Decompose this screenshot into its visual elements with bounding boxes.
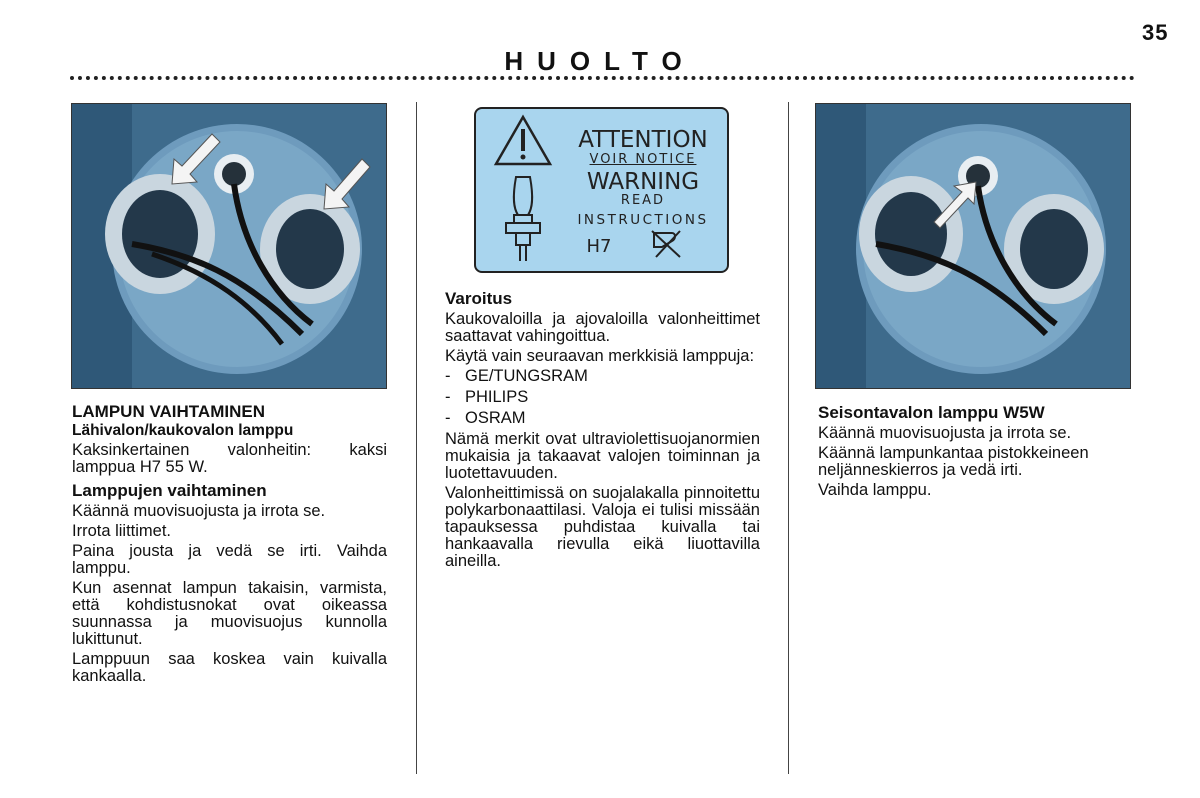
left-column: [72, 403, 387, 688]
list-item: - GE/TUNGSRAM: [445, 368, 760, 385]
paragraph: Kaksinkertainen valonheitin: kaksi lamppua H7 55 W.: [72, 441, 387, 476]
label-instructions: INSTRUCTIONS: [577, 212, 709, 228]
paragraph: Käytä vain seuraavan merkkisiä lamppuja:: [445, 347, 755, 365]
paragraph: Käännä muovisuojusta ja irrota se.: [818, 424, 1072, 442]
middle-column: [445, 290, 760, 573]
label-warning: WARNING: [586, 169, 700, 195]
crossed-hand-icon: [652, 231, 680, 257]
paragraph: Vaihda lamppu.: [818, 481, 932, 499]
label-read: READ: [620, 193, 666, 208]
section-heading: Varoitus: [445, 289, 513, 308]
list-item: - PHILIPS: [445, 389, 760, 406]
right-column: [818, 404, 1133, 502]
paragraph: Kun asennat lampun takaisin, varmista, että kohdistusnokat ovat oikeassa suunnassa ja muovisuojus kunnolla lukittunut.: [72, 579, 387, 648]
label-h7: H7: [586, 236, 612, 257]
paragraph: Irrota liittimet.: [72, 522, 172, 540]
paragraph: Käännä lampunkantaa pistokkeineen neljänneskierros ja vedä irti.: [818, 444, 1089, 479]
paragraph: Nämä merkit ovat ultraviolettisuojanormien mukaisia ja takaavat valojen toiminnan ja luotettavuuden.: [445, 430, 760, 482]
column-divider: [788, 102, 789, 774]
warning-triangle-icon: [496, 117, 550, 164]
section-heading: Lamppujen vaihtaminen: [72, 481, 267, 500]
label-voir-notice: VOIR NOTICE: [589, 152, 697, 167]
section-heading: LAMPUN VAIHTAMINEN: [72, 402, 265, 421]
list-item: - OSRAM: [445, 410, 760, 427]
section-heading: Seisontavalon lamppu W5W: [818, 403, 1045, 422]
bulb-icon: [506, 177, 540, 261]
paragraph: Kaukovaloilla ja ajovaloilla valonheittimet saattavat vahingoittua.: [445, 310, 760, 345]
column-divider: [416, 102, 417, 774]
page-number: 35: [1142, 20, 1169, 45]
subheading: Lähivalon/kaukovalon lamppu: [72, 422, 294, 439]
headlamp-photo-low-high-beam: [71, 103, 387, 389]
dotted-divider: [70, 76, 1135, 80]
paragraph: Valonheittimissä on suojalakalla pinnoitettu polykarbonaattilasi. Valoja ei tulisi missään tapauksessa puhdistaa kuivalla tai hankaavalla rievulla eikä liuottavilla aineilla.: [445, 484, 760, 570]
paragraph: Käännä muovisuojusta ja irrota se.: [72, 502, 326, 520]
page-title: HUOLTO: [504, 46, 696, 76]
warning-label: [474, 107, 729, 273]
label-attention: ATTENTION: [578, 127, 708, 153]
paragraph: Lamppuun saa koskea vain kuivalla kankaalla.: [72, 650, 387, 685]
headlamp-photo-sidelight: [815, 103, 1131, 389]
brand-list: [445, 368, 760, 427]
paragraph: Paina jousta ja vedä se irti. Vaihda lamppu.: [72, 542, 387, 577]
